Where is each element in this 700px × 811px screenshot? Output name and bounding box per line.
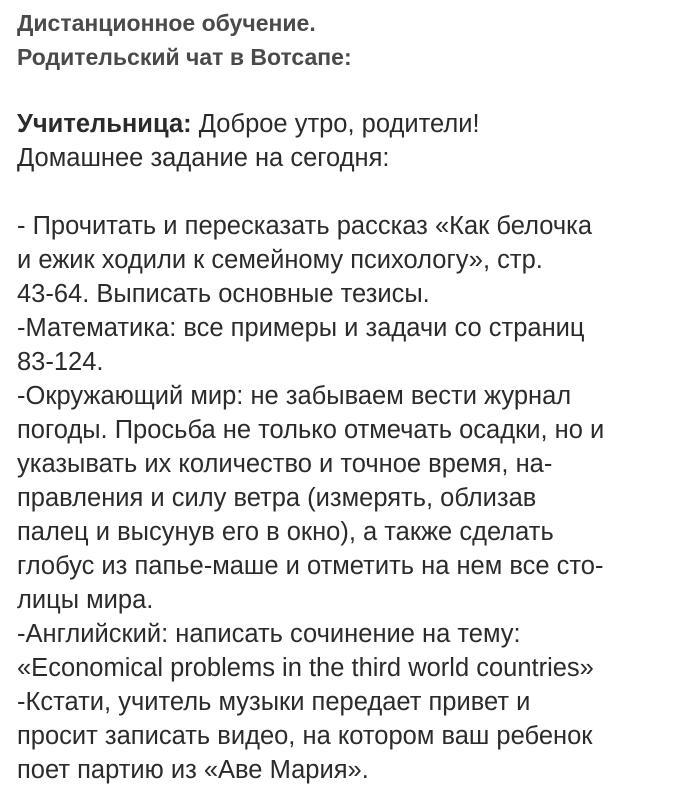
blank-line [17,175,697,209]
message-line: поет партию из «Аве Мария». [17,756,369,784]
message-line: «Economical problems in the third world countries» [17,654,594,682]
message-line: -Кстати, учитель музыки передает привет и [17,688,531,716]
message-line: просит записать видео, на котором ваш ребенок [17,722,593,750]
document-title [17,0,697,74]
message-line: глобус из папье-маше и отметить на нем все сто- [17,552,604,580]
teacher-message [17,107,697,787]
message-line: палец и высунув его в окно), а также сделать [17,518,554,546]
message-line: -Английский: написать сочинение на тему: [17,620,521,648]
message-line: лицы мира. [17,586,154,614]
message-line: -Математика: все примеры и задачи со страниц [17,314,585,342]
message-line: 43-64. Выписать основные тезисы. [17,280,430,308]
message-line: - Прочитать и пересказать рассказ «Как белочка [17,212,593,240]
message-line: Домашнее задание на сегодня: [17,144,390,172]
sender-label: Учительница: [17,110,192,138]
greeting-text: Доброе утро, родители! [191,110,480,138]
message-line: и ежик ходили к семейному психологу», стр. [17,246,543,274]
message-line: 83-124. [17,348,104,376]
message-first-line [17,107,697,141]
message-line: указывать их количество и точное время, на- [17,450,553,478]
message-line: -Окружающий мир: не забываем вести журнал [17,382,572,410]
message-line: погоды. Просьба не только отмечать осадки, но и [17,416,605,444]
title-line-1: Дистанционное обучение. [17,10,316,36]
message-line: правления и силу ветра (измерять, облизав [17,484,537,512]
document-page [17,0,697,787]
title-line-2: Родительский чат в Вотсапе: [17,44,352,70]
